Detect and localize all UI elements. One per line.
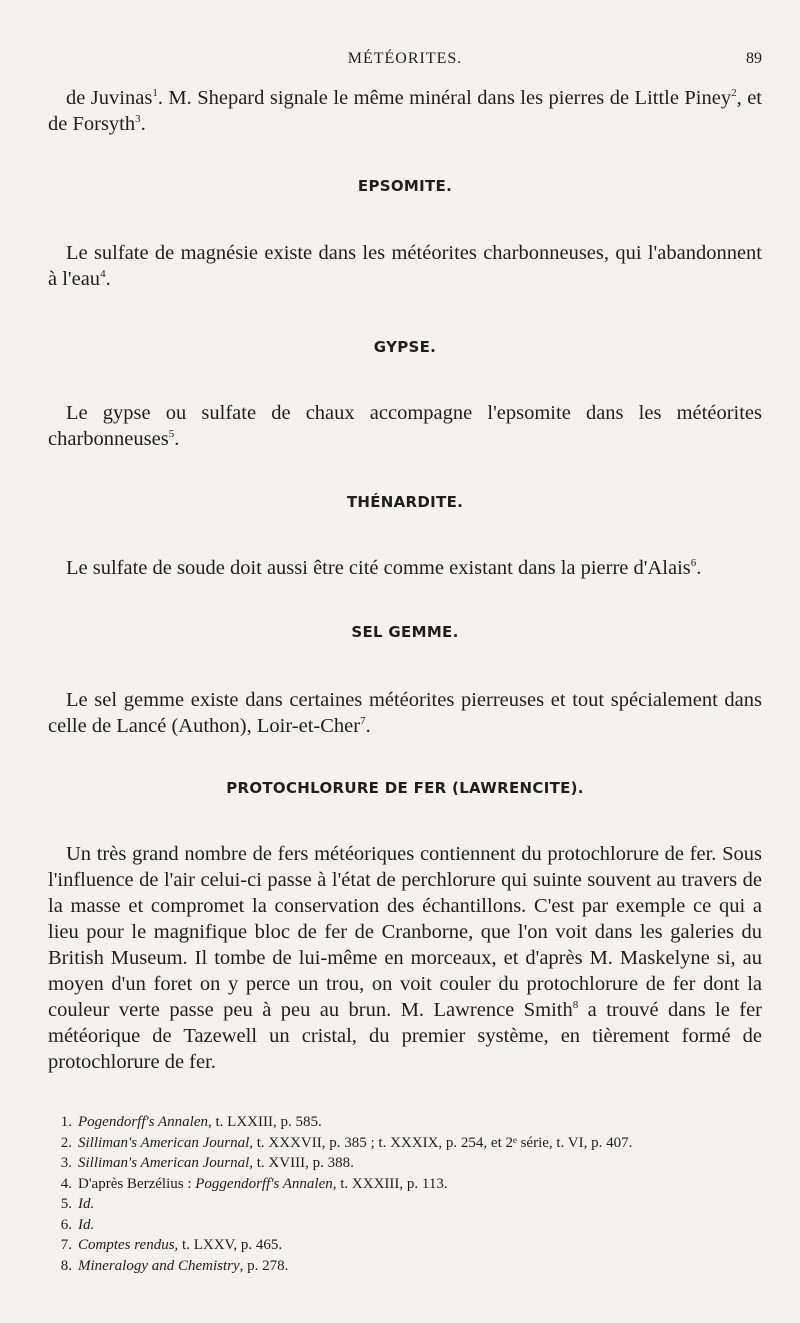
footnote-source: Mineralogy and Chemistry bbox=[78, 1257, 240, 1274]
paragraph-gypse: Le gypse ou sulfate de chaux accompagne l'epsomite dans les météorites charbonneuses$^5$. bbox=[48, 402, 762, 450]
paragraph-intro: de Juvinas$^1$. M. Shepard signale le même minéral dans les pierres de Little Piney$^2$, et de Forsyth$^3$. bbox=[48, 87, 762, 135]
heading-epsomite: EPSOMITE. bbox=[357, 177, 453, 195]
running-header bbox=[48, 50, 762, 70]
heading-sel-gemme: SEL GEMME. bbox=[351, 623, 459, 641]
footnote-detail: , t. XXXIII, p. 113. bbox=[332, 1175, 448, 1192]
footnote-marker: 8 bbox=[572, 999, 579, 1012]
footnote bbox=[48, 1215, 768, 1236]
paragraph-epsomite: Le sulfate de magnésie existe dans les météorites charbonneuses, qui l'abandonnent à l'eau$^4$. bbox=[48, 242, 762, 290]
footnote-number: 5. bbox=[60, 1196, 72, 1212]
footnote-source: Silliman's American Journal bbox=[78, 1155, 250, 1171]
running-title: MÉTÉORITES. bbox=[347, 50, 463, 67]
footnote-detail: , t. XXXVII, p. 385 ; t. XXXIX, p. 254, et 2ᵉ série, t. VI, p. 407. bbox=[249, 1134, 633, 1151]
footnote-number: 1. bbox=[60, 1114, 72, 1130]
footnote-source: Silliman's American Journal bbox=[78, 1134, 250, 1151]
footnote-number: 3. bbox=[60, 1155, 72, 1171]
footnote-number: 2. bbox=[60, 1134, 72, 1151]
footnote-marker: 5 bbox=[168, 428, 175, 441]
footnote bbox=[48, 1235, 768, 1256]
footnote-prefix: D'après Berzélius : bbox=[78, 1175, 196, 1192]
page-number: 89 bbox=[746, 50, 762, 67]
paragraph-thenardite: Le sulfate de soude doit aussi être cité comme existant dans la pierre d'Alais$^6$. bbox=[66, 557, 702, 579]
footnote-detail: , p. 278. bbox=[239, 1257, 289, 1274]
footnote bbox=[48, 1153, 768, 1174]
heading-lawrencite: PROTOCHLORURE DE FER (LAWRENCITE). bbox=[226, 779, 584, 797]
paragraph-lawrencite: Un très grand nombre de fers météoriques contiennent du protochlorure de fer. Sous l'influence de l'air celui-ci passe à l'état de perchlorure qui suinte souvent au travers de la masse et compromet la conservation des échantillons. C'est par exemple ce qui a lieu pour le magnifique bloc de fer de Cranborne, que l'on voit dans les galeries du British Museum. Il tombe de lui-même en morceaux, et d'après M. Maskelyne si, au moyen d'un foret on y perce un trou, on voit couler du protochlorure de fer dont la couleur verte passe peu à peu au brun. M. Lawrence Smith$^8$ a trouvé dans le fer météorique de Tazewell un cristal, du premier système, en tièrement formé de protochlorure de fer. bbox=[48, 843, 762, 1073]
footnote-marker: 3 bbox=[135, 113, 141, 126]
footnote-marker: 4 bbox=[100, 268, 106, 281]
footnote bbox=[48, 1174, 768, 1195]
footnote bbox=[48, 1256, 768, 1277]
footnote-detail: , t. LXXV, p. 465. bbox=[174, 1237, 283, 1253]
footnote-number: 7. bbox=[60, 1237, 72, 1253]
paragraph-sel-gemme: Le sel gemme existe dans certaines météorites pierreuses et tout spécialement dans celle de Lancé (Authon), Loir-et-Cher$^7$. bbox=[48, 689, 762, 737]
heading-gypse: GYPSE. bbox=[373, 338, 437, 356]
footnote-source: Id. bbox=[78, 1196, 95, 1212]
footnote-number: 4. bbox=[60, 1175, 72, 1192]
footnote-number: 6. bbox=[60, 1216, 72, 1233]
footnote-marker: 7 bbox=[360, 715, 366, 728]
footnote bbox=[48, 1112, 768, 1133]
footnote-source: Poggendorff's Annalen bbox=[195, 1175, 333, 1192]
footnote bbox=[48, 1194, 768, 1215]
footnote-source: Id. bbox=[78, 1216, 95, 1233]
footnote-source: Pogendorff's Annalen bbox=[78, 1114, 209, 1130]
footnote bbox=[48, 1133, 768, 1154]
footnote-number: 8. bbox=[60, 1257, 72, 1274]
footnote-detail: , t. XVIII, p. 388. bbox=[249, 1155, 354, 1171]
footnote-marker: 1 bbox=[152, 87, 158, 100]
footnote-source: Comptes rendus bbox=[78, 1237, 175, 1253]
footnote-marker: 6 bbox=[690, 557, 697, 570]
footnotes bbox=[48, 1112, 768, 1276]
heading-thenardite: THÉNARDITE. bbox=[346, 493, 464, 511]
footnote-marker: 2 bbox=[731, 87, 737, 100]
footnote-detail: , t. LXXIII, p. 585. bbox=[208, 1114, 322, 1130]
